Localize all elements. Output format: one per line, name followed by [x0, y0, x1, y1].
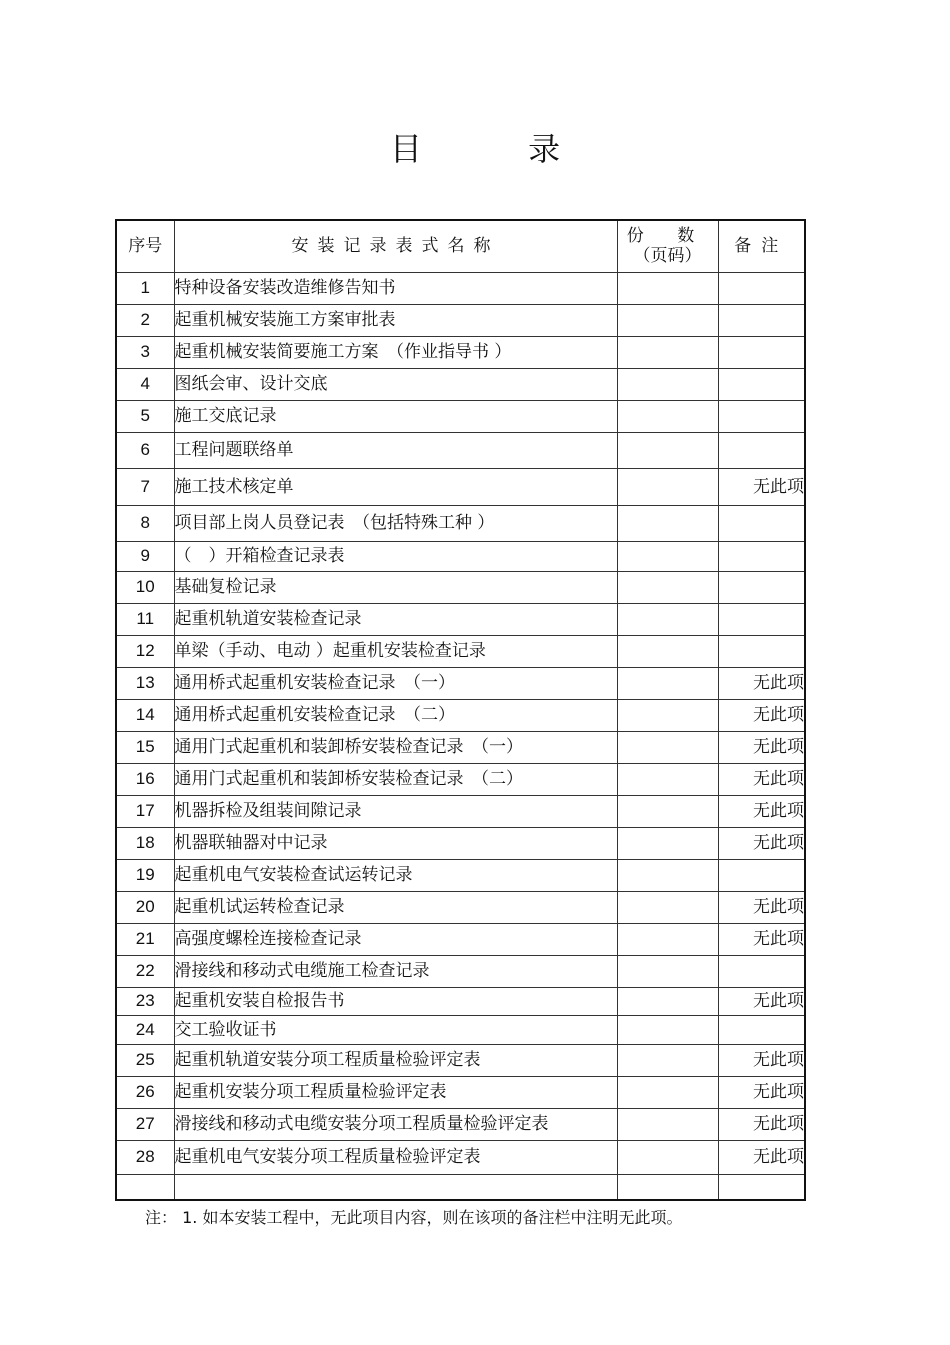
row-record-name: 起重机械安装施工方案审批表 [174, 304, 617, 336]
row-copies [617, 571, 718, 603]
row-record-name: 起重机电气安装检查试运转记录 [174, 859, 617, 891]
row-seq: 26 [116, 1076, 174, 1108]
row-copies [617, 987, 718, 1015]
page-title: 目 录 [389, 130, 609, 168]
row-copies [617, 1108, 718, 1140]
row-remark [718, 603, 805, 635]
row-remark [718, 955, 805, 987]
row-record-name: 通用门式起重机和装卸桥安装检查记录 （二） [174, 763, 617, 795]
row-seq: 27 [116, 1108, 174, 1140]
table-row [116, 541, 805, 571]
row-copies [617, 923, 718, 955]
row-copies [617, 763, 718, 795]
table-row [116, 571, 805, 603]
header-remark: 备注 [718, 220, 805, 272]
row-record-name: 图纸会审、设计交底 [174, 368, 617, 400]
table-row [116, 667, 805, 699]
row-remark [718, 400, 805, 432]
row-copies [617, 859, 718, 891]
table-row [116, 763, 805, 795]
row-copies [617, 541, 718, 571]
row-remark: 无此项 [718, 731, 805, 763]
row-copies [617, 667, 718, 699]
row-copies [617, 827, 718, 859]
row-copies [617, 368, 718, 400]
row-remark: 无此项 [718, 667, 805, 699]
row-record-name: 起重机电气安装分项工程质量检验评定表 [174, 1140, 617, 1174]
row-copies [617, 272, 718, 304]
row-seq: 4 [116, 368, 174, 400]
row-copies [617, 1044, 718, 1076]
table-row [116, 1108, 805, 1140]
row-record-name: 通用桥式起重机安装检查记录 （一） [174, 667, 617, 699]
row-record-name: 高强度螺栓连接检查记录 [174, 923, 617, 955]
row-copies [617, 468, 718, 505]
table-row [116, 505, 805, 541]
row-remark [718, 336, 805, 368]
row-record-name: 滑接线和移动式电缆施工检查记录 [174, 955, 617, 987]
table-header-row [116, 220, 805, 272]
row-remark [718, 505, 805, 541]
table-row [116, 272, 805, 304]
row-remark [718, 541, 805, 571]
table-row [116, 635, 805, 667]
row-record-name: 滑接线和移动式电缆安装分项工程质量检验评定表 [174, 1108, 617, 1140]
row-record-name: 基础复检记录 [174, 571, 617, 603]
row-copies [617, 603, 718, 635]
row-seq: 21 [116, 923, 174, 955]
row-seq: 15 [116, 731, 174, 763]
row-seq: 1 [116, 272, 174, 304]
row-record-name: 机器联轴器对中记录 [174, 827, 617, 859]
table-row [116, 859, 805, 891]
row-seq: 2 [116, 304, 174, 336]
row-seq: 22 [116, 955, 174, 987]
table-row [116, 1076, 805, 1108]
row-copies [617, 1015, 718, 1044]
table-row [116, 827, 805, 859]
row-record-name: 起重机械安装简要施工方案 （作业指导书 ） [174, 336, 617, 368]
row-remark: 无此项 [718, 763, 805, 795]
row-copies [617, 400, 718, 432]
header-page-label: （页码） [633, 246, 702, 267]
table-row [116, 923, 805, 955]
row-seq: 5 [116, 400, 174, 432]
row-remark: 无此项 [718, 468, 805, 505]
row-copies [617, 699, 718, 731]
row-record-name: 施工交底记录 [174, 400, 617, 432]
row-remark [718, 304, 805, 336]
row-copies [617, 731, 718, 763]
row-copies [617, 955, 718, 987]
table-row [116, 468, 805, 505]
footnote: 注： 1. 如本安装工程中，无此项目内容，则在该项的备注栏中注明无此项。 [145, 1208, 683, 1227]
header-seq: 序号 [116, 220, 174, 272]
row-seq: 23 [116, 987, 174, 1015]
table-row [116, 987, 805, 1015]
row-seq: 16 [116, 763, 174, 795]
row-record-name: 单梁（手动、电动 ）起重机安装检查记录 [174, 635, 617, 667]
table-row [116, 1140, 805, 1174]
row-remark [718, 859, 805, 891]
row-remark [718, 272, 805, 304]
row-copies [617, 505, 718, 541]
table-row [116, 955, 805, 987]
row-record-name: 起重机试运转检查记录 [174, 891, 617, 923]
table-row [116, 1044, 805, 1076]
row-remark [718, 432, 805, 468]
row-record-name: 起重机安装分项工程质量检验评定表 [174, 1076, 617, 1108]
row-remark [718, 368, 805, 400]
row-record-name: 起重机轨道安装检查记录 [174, 603, 617, 635]
row-record-name: 起重机安装自检报告书 [174, 987, 617, 1015]
table-row [116, 795, 805, 827]
row-remark: 无此项 [718, 1076, 805, 1108]
row-copies [617, 891, 718, 923]
row-seq: 18 [116, 827, 174, 859]
row-copies [617, 1174, 718, 1200]
row-seq [116, 1174, 174, 1200]
row-remark: 无此项 [718, 891, 805, 923]
row-seq: 6 [116, 432, 174, 468]
row-record-name: 交工验收证书 [174, 1015, 617, 1044]
row-copies [617, 1076, 718, 1108]
table-row [116, 336, 805, 368]
row-remark: 无此项 [718, 699, 805, 731]
table-row [116, 1174, 805, 1200]
row-seq: 9 [116, 541, 174, 571]
row-record-name: 通用桥式起重机安装检查记录 （二） [174, 699, 617, 731]
table-row [116, 400, 805, 432]
row-remark: 无此项 [718, 923, 805, 955]
row-copies [617, 304, 718, 336]
records-index-table [115, 219, 806, 1201]
table-body [116, 272, 805, 1200]
row-seq: 17 [116, 795, 174, 827]
row-copies [617, 795, 718, 827]
row-seq: 3 [116, 336, 174, 368]
row-remark: 无此项 [718, 795, 805, 827]
row-copies [617, 432, 718, 468]
row-remark [718, 635, 805, 667]
row-copies [617, 336, 718, 368]
row-seq: 7 [116, 468, 174, 505]
row-remark: 无此项 [718, 1108, 805, 1140]
header-copies [617, 220, 718, 272]
row-record-name: 起重机轨道安装分项工程质量检验评定表 [174, 1044, 617, 1076]
row-seq: 13 [116, 667, 174, 699]
row-remark: 无此项 [718, 1140, 805, 1174]
row-seq: 12 [116, 635, 174, 667]
row-remark: 无此项 [718, 1044, 805, 1076]
table-row [116, 304, 805, 336]
row-remark [718, 1174, 805, 1200]
row-record-name: 特种设备安装改造维修告知书 [174, 272, 617, 304]
table-row [116, 603, 805, 635]
table-row [116, 891, 805, 923]
row-record-name: 项目部上岗人员登记表 （包括特殊工种 ） [174, 505, 617, 541]
row-remark [718, 1015, 805, 1044]
row-seq: 25 [116, 1044, 174, 1076]
row-seq: 11 [116, 603, 174, 635]
row-seq: 14 [116, 699, 174, 731]
header-record-name: 安装记录表式名称 [174, 220, 617, 272]
row-seq: 19 [116, 859, 174, 891]
row-record-name: 通用门式起重机和装卸桥安装检查记录 （一） [174, 731, 617, 763]
row-record-name: 工程问题联络单 [174, 432, 617, 468]
row-remark: 无此项 [718, 987, 805, 1015]
row-remark [718, 571, 805, 603]
row-seq: 20 [116, 891, 174, 923]
table-row [116, 432, 805, 468]
row-seq: 24 [116, 1015, 174, 1044]
row-record-name: 机器拆检及组装间隙记录 [174, 795, 617, 827]
row-copies [617, 1140, 718, 1174]
row-record-name: 施工技术核定单 [174, 468, 617, 505]
row-seq: 8 [116, 505, 174, 541]
row-record-name: （ ）开箱检查记录表 [174, 541, 617, 571]
table-row [116, 1015, 805, 1044]
row-seq: 28 [116, 1140, 174, 1174]
header-copies-label: 份 数 [626, 226, 709, 247]
row-copies [617, 635, 718, 667]
row-remark: 无此项 [718, 827, 805, 859]
row-seq: 10 [116, 571, 174, 603]
table-row [116, 731, 805, 763]
table-row [116, 368, 805, 400]
row-record-name [174, 1174, 617, 1200]
table-row [116, 699, 805, 731]
